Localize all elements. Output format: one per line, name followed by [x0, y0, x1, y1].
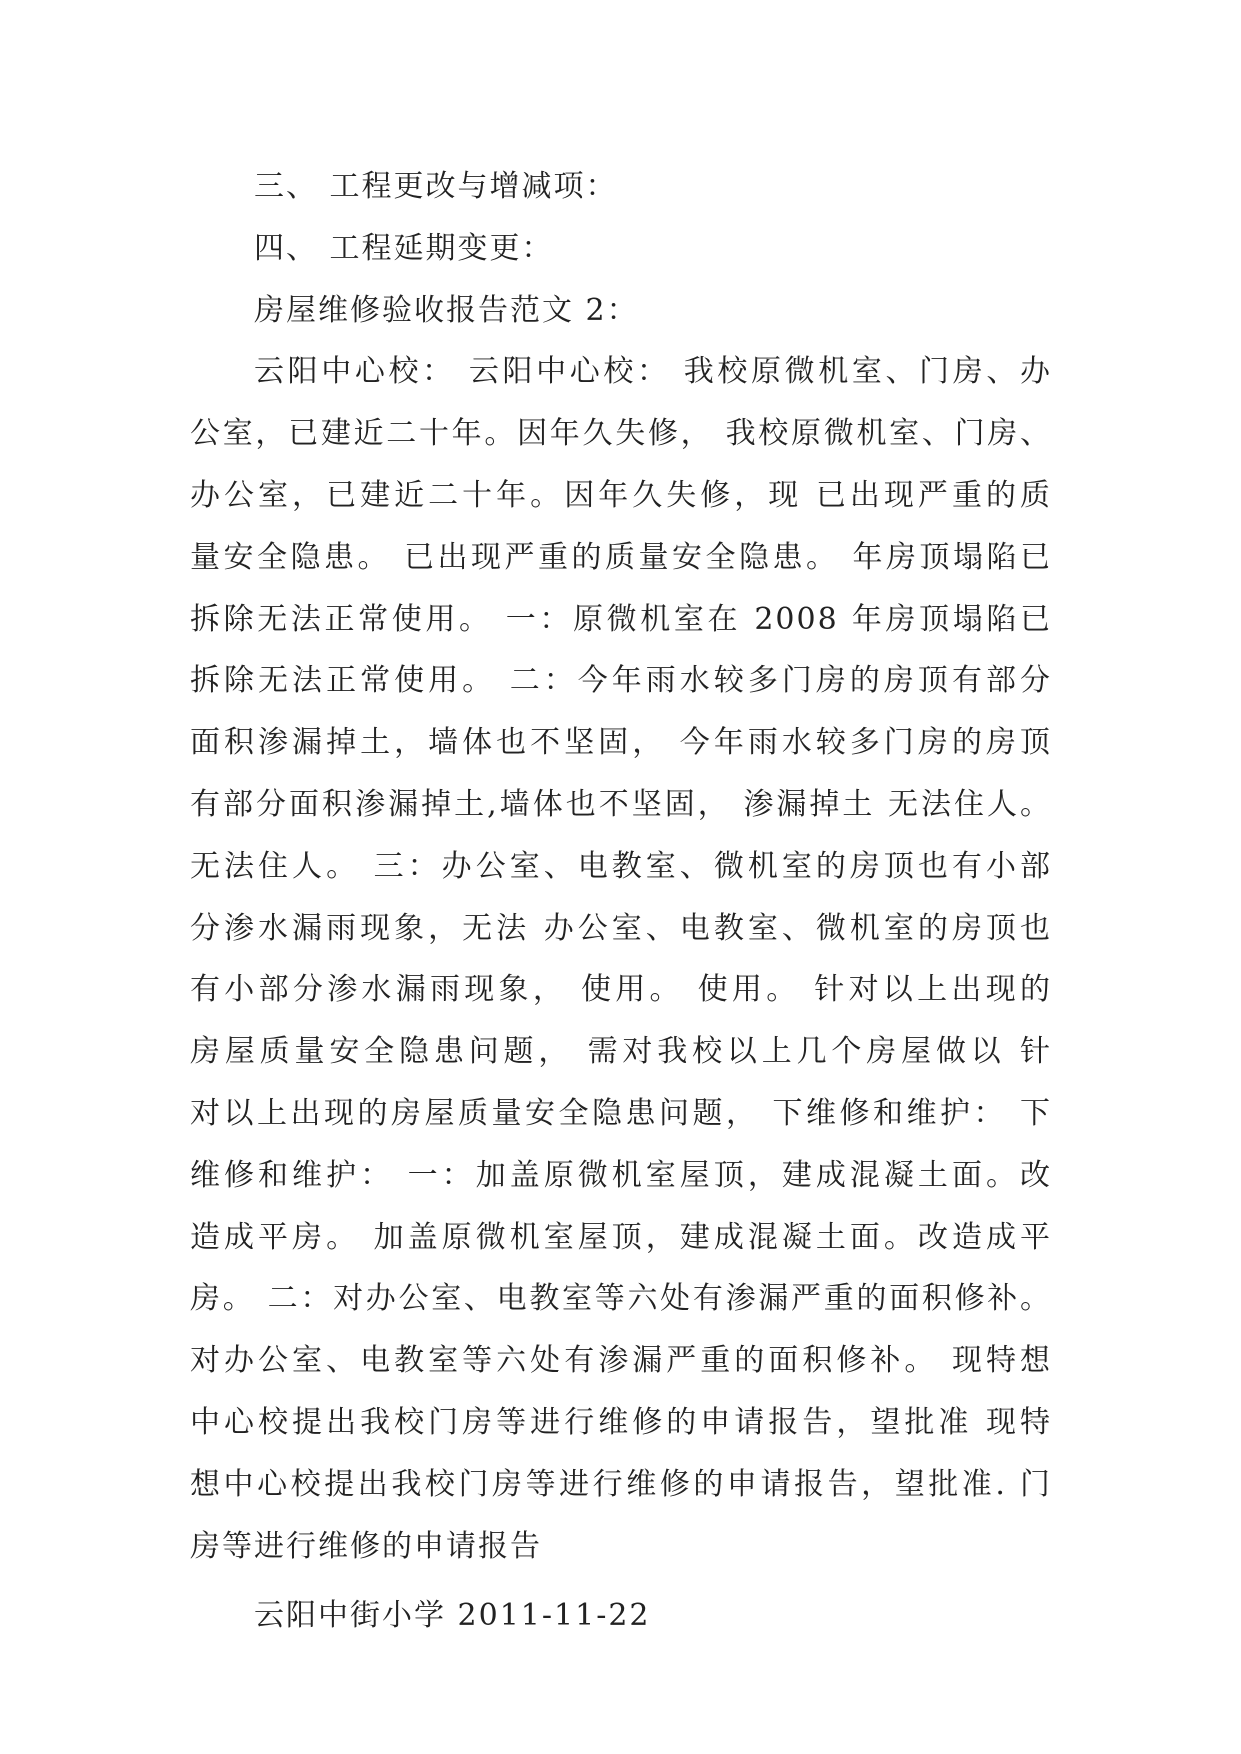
- section-heading-3: 三、 工程更改与增减项：: [254, 169, 618, 204]
- body-line: 面积渗漏掉土，墙体也不坚固， 今年雨水较多门房的房顶: [190, 725, 1052, 761]
- body-line: 想中心校提出我校门房等进行维修的申请报告，望批准. 门: [190, 1466, 1052, 1502]
- body-line: 维修和维护： 一：加盖原微机室屋顶，建成混凝土面。改: [190, 1157, 1052, 1193]
- body-line: 中心校提出我校门房等进行维修的申请报告，望批准 现特: [190, 1404, 1052, 1440]
- body-line: 房。 二：对办公室、电教室等六处有渗漏严重的面积修补。: [190, 1281, 1052, 1317]
- body-line: 有小部分渗水漏雨现象， 使用。 使用。 针对以上出现的: [190, 972, 1052, 1008]
- sample-title: 房屋维修验收报告范文 2：: [254, 292, 639, 328]
- body-line-last: 房等进行维修的申请报告: [190, 1528, 542, 1564]
- body-line: 量安全隐患。 已出现严重的质量安全隐患。 年房顶塌陷已: [190, 539, 1052, 575]
- section-heading-4: 四、 工程延期变更：: [254, 230, 554, 266]
- body-line: 公室，已建近二十年。因年久失修， 我校原微机室、门房、: [190, 416, 1052, 452]
- body-line: 对以上出现的房屋质量安全隐患问题， 下维修和维护： 下: [190, 1095, 1052, 1131]
- body-line: 房屋质量安全隐患问题， 需对我校以上几个房屋做以 针: [190, 1034, 1052, 1070]
- body-line: 拆除无法正常使用。 二：今年雨水较多门房的房顶有部分: [190, 663, 1052, 699]
- signature-date: 云阳中街小学 2011-11-22: [254, 1598, 651, 1634]
- body-line: 拆除无法正常使用。 一：原微机室在 2008 年房顶塌陷已: [190, 601, 1052, 637]
- body-line: 有部分面积渗漏掉土,墙体也不坚固， 渗漏掉土 无法住人。: [190, 786, 1052, 822]
- body-line: 云阳中心校： 云阳中心校： 我校原微机室、门房、办: [254, 354, 1052, 390]
- body-line: 办公室，已建近二十年。因年久失修，现 已出现严重的质: [190, 477, 1052, 513]
- document-body: [190, 156, 1052, 1647]
- body-line: 分渗水漏雨现象，无法 办公室、电教室、微机室的房顶也: [190, 910, 1052, 946]
- body-line: 对办公室、电教室等六处有渗漏严重的面积修补。 现特想: [190, 1343, 1052, 1379]
- body-line: 造成平房。 加盖原微机室屋顶，建成混凝土面。改造成平: [190, 1219, 1052, 1255]
- body-line: 无法住人。 三：办公室、电教室、微机室的房顶也有小部: [190, 848, 1052, 884]
